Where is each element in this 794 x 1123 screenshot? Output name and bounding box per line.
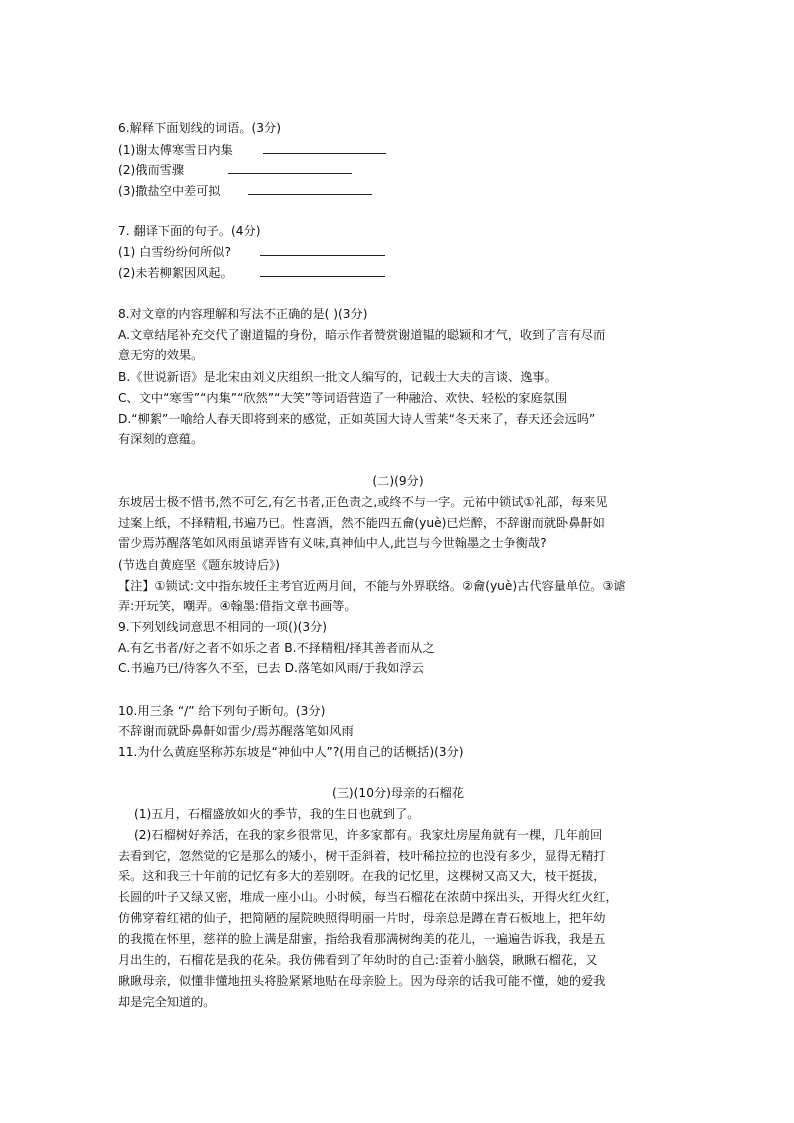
q8-line: A.文章结尾补充交代了谢道韫的身份，暗示作者赞赏谢道韫的聪颖和才气，收到了言有尽而 [118,328,606,342]
section3-paragraph-line: 瞅瞅母亲，似懂非懂地扭头将脸紧紧地贴在母亲脸上。因为母亲的话我可能不懂，她的爱我 [118,974,606,988]
q6-answer-blank-2[interactable] [228,161,352,174]
section3-paragraph-line: 月出生的，石榴花是我的花朵。我仿佛看到了年幼时的自己:歪着小脑袋，瞅瞅石榴花，又 [118,953,598,967]
section3-paragraph-line: 的我揽在怀里，慈祥的脸上满是甜蜜，指给我看那满树绚美的花儿，一遍遍告诉我，我是五 [118,932,606,946]
q6-answer-blank-3[interactable] [248,182,372,195]
q7-item-2: (2)未若柳絮因风起。 [118,266,233,280]
q6-title: 6.解释下面划线的词语。(3分) [118,121,281,135]
q9-option-row: A.有乞书者/好之者不如乐之者 B.不择精粗/择其善者而从之 [118,641,435,655]
q10-text: 不辞谢而就卧鼻鼾如雷少/焉苏醒落笔如风雨 [118,724,354,738]
q11-title: 11.为什么黄庭坚称苏东坡是“神仙中人”?(用自己的话概括)(3分) [118,745,464,759]
q10-title: 10.用三条 “/” 给下列句子断句。(3分) [118,704,326,718]
q7-item-1: (1) 白雪纷纷何所似? [118,245,231,259]
section3-paragraph-line: 却是完全知道的。 [118,995,216,1009]
q8-line: 有深刻的意蕴。 [118,432,204,446]
q6-item-2: (2)俄而雪骤 [118,163,185,177]
section3-paragraph-1: (1)五月，石榴盛放如火的季节，我的生日也就到了。 [134,807,420,821]
section3-paragraph-line: 长圆的叶子又绿又密，堆成一座小山。小时候，每当石榴花在浓荫中探出头，开得火红火红， [118,890,618,904]
q8-line: 意无穷的效果。 [118,348,204,362]
q9-title: 9.下列划线词意思不相同的一项()(3分) [118,620,328,634]
q8-line: C、文中“寒雪”“内集”“欣然”“大笑”等词语营造了一种融洽、欢快、轻松的家庭氛围 [118,391,568,405]
section2-line: 过案上纸，不择精粗,书遍乃已。性喜酒，然不能四五龠(yuè)已烂醉，不辞谢而就卧鼻鼾如 [118,516,605,530]
section3-heading: (三)(10分)母亲的石榴花 [331,786,465,800]
q7-title: 7. 翻译下面的句子。(4分) [118,224,261,238]
section3-paragraph-line: 去看到它，忽然觉的它是那么的矮小，树干歪斜着，枝叶稀拉拉的也没有多少，显得无精打 [118,849,606,863]
q6-item-1: (1)谢太傅寒雪日内集 [118,143,233,157]
q9-option-row: C.书遍乃已/待客久不至，已去 D.落笔如风雨/于我如浮云 [118,661,424,675]
q8-line: B.《世说新语》是北宋由刘义庆组织一批文人编写的，记载士大夫的言谈、逸事。 [118,370,557,384]
section2-source: (节选自黄庭坚《题东坡诗后》) [118,558,280,572]
q6-item-3: (3)撒盐空中差可拟 [118,184,221,198]
section3-paragraph-line: 仿佛穿着红裙的仙子，把简陋的屋院映照得明丽一片时，母亲总是蹲在青石板地上，把年幼 [118,911,606,925]
section3-paragraph-line: 采。这和我三十年前的记忆有多大的差别呀。在我的记忆里，这棵树又高又大，枝干挺拔， [118,869,606,883]
q6-answer-blank-1[interactable] [263,141,386,154]
q8-line: D.“柳絮”一喻给人春天即将到来的感觉，正如英国大诗人雪莱“冬天来了，春天还会远吗” [118,412,596,426]
q7-answer-blank-1[interactable] [260,243,385,256]
q8-title: 8.对文章的内容理解和写法不正确的是( )(3分) [118,307,368,321]
section2-line: 雷少焉苏醒落笔如风雨虽谑弄皆有义味,真神仙中人,此岂与今世翰墨之士争衡哉? [118,536,547,550]
section2-heading: (二)(9分) [372,474,424,488]
section2-note: 【注】①锁试:文中指东坡任主考官近两月间，不能与外界联络。②龠(yuè)古代容量单位。③谑 [118,579,626,593]
q7-answer-blank-2[interactable] [260,264,385,277]
section2-line: 东坡居士极不惜书,然不可乞,有乞书者,正色责之,或终不与一字。元祐中锁试①礼部，每来见 [118,495,608,509]
section2-note: 弄:开玩笑，嘲弄。④翰墨:借指文章书画等。 [118,599,357,613]
section3-paragraph-line: (2)石榴树好养活，在我的家乡很常见，许多家都有。我家灶房屋角就有一棵，几年前回 [134,828,603,842]
